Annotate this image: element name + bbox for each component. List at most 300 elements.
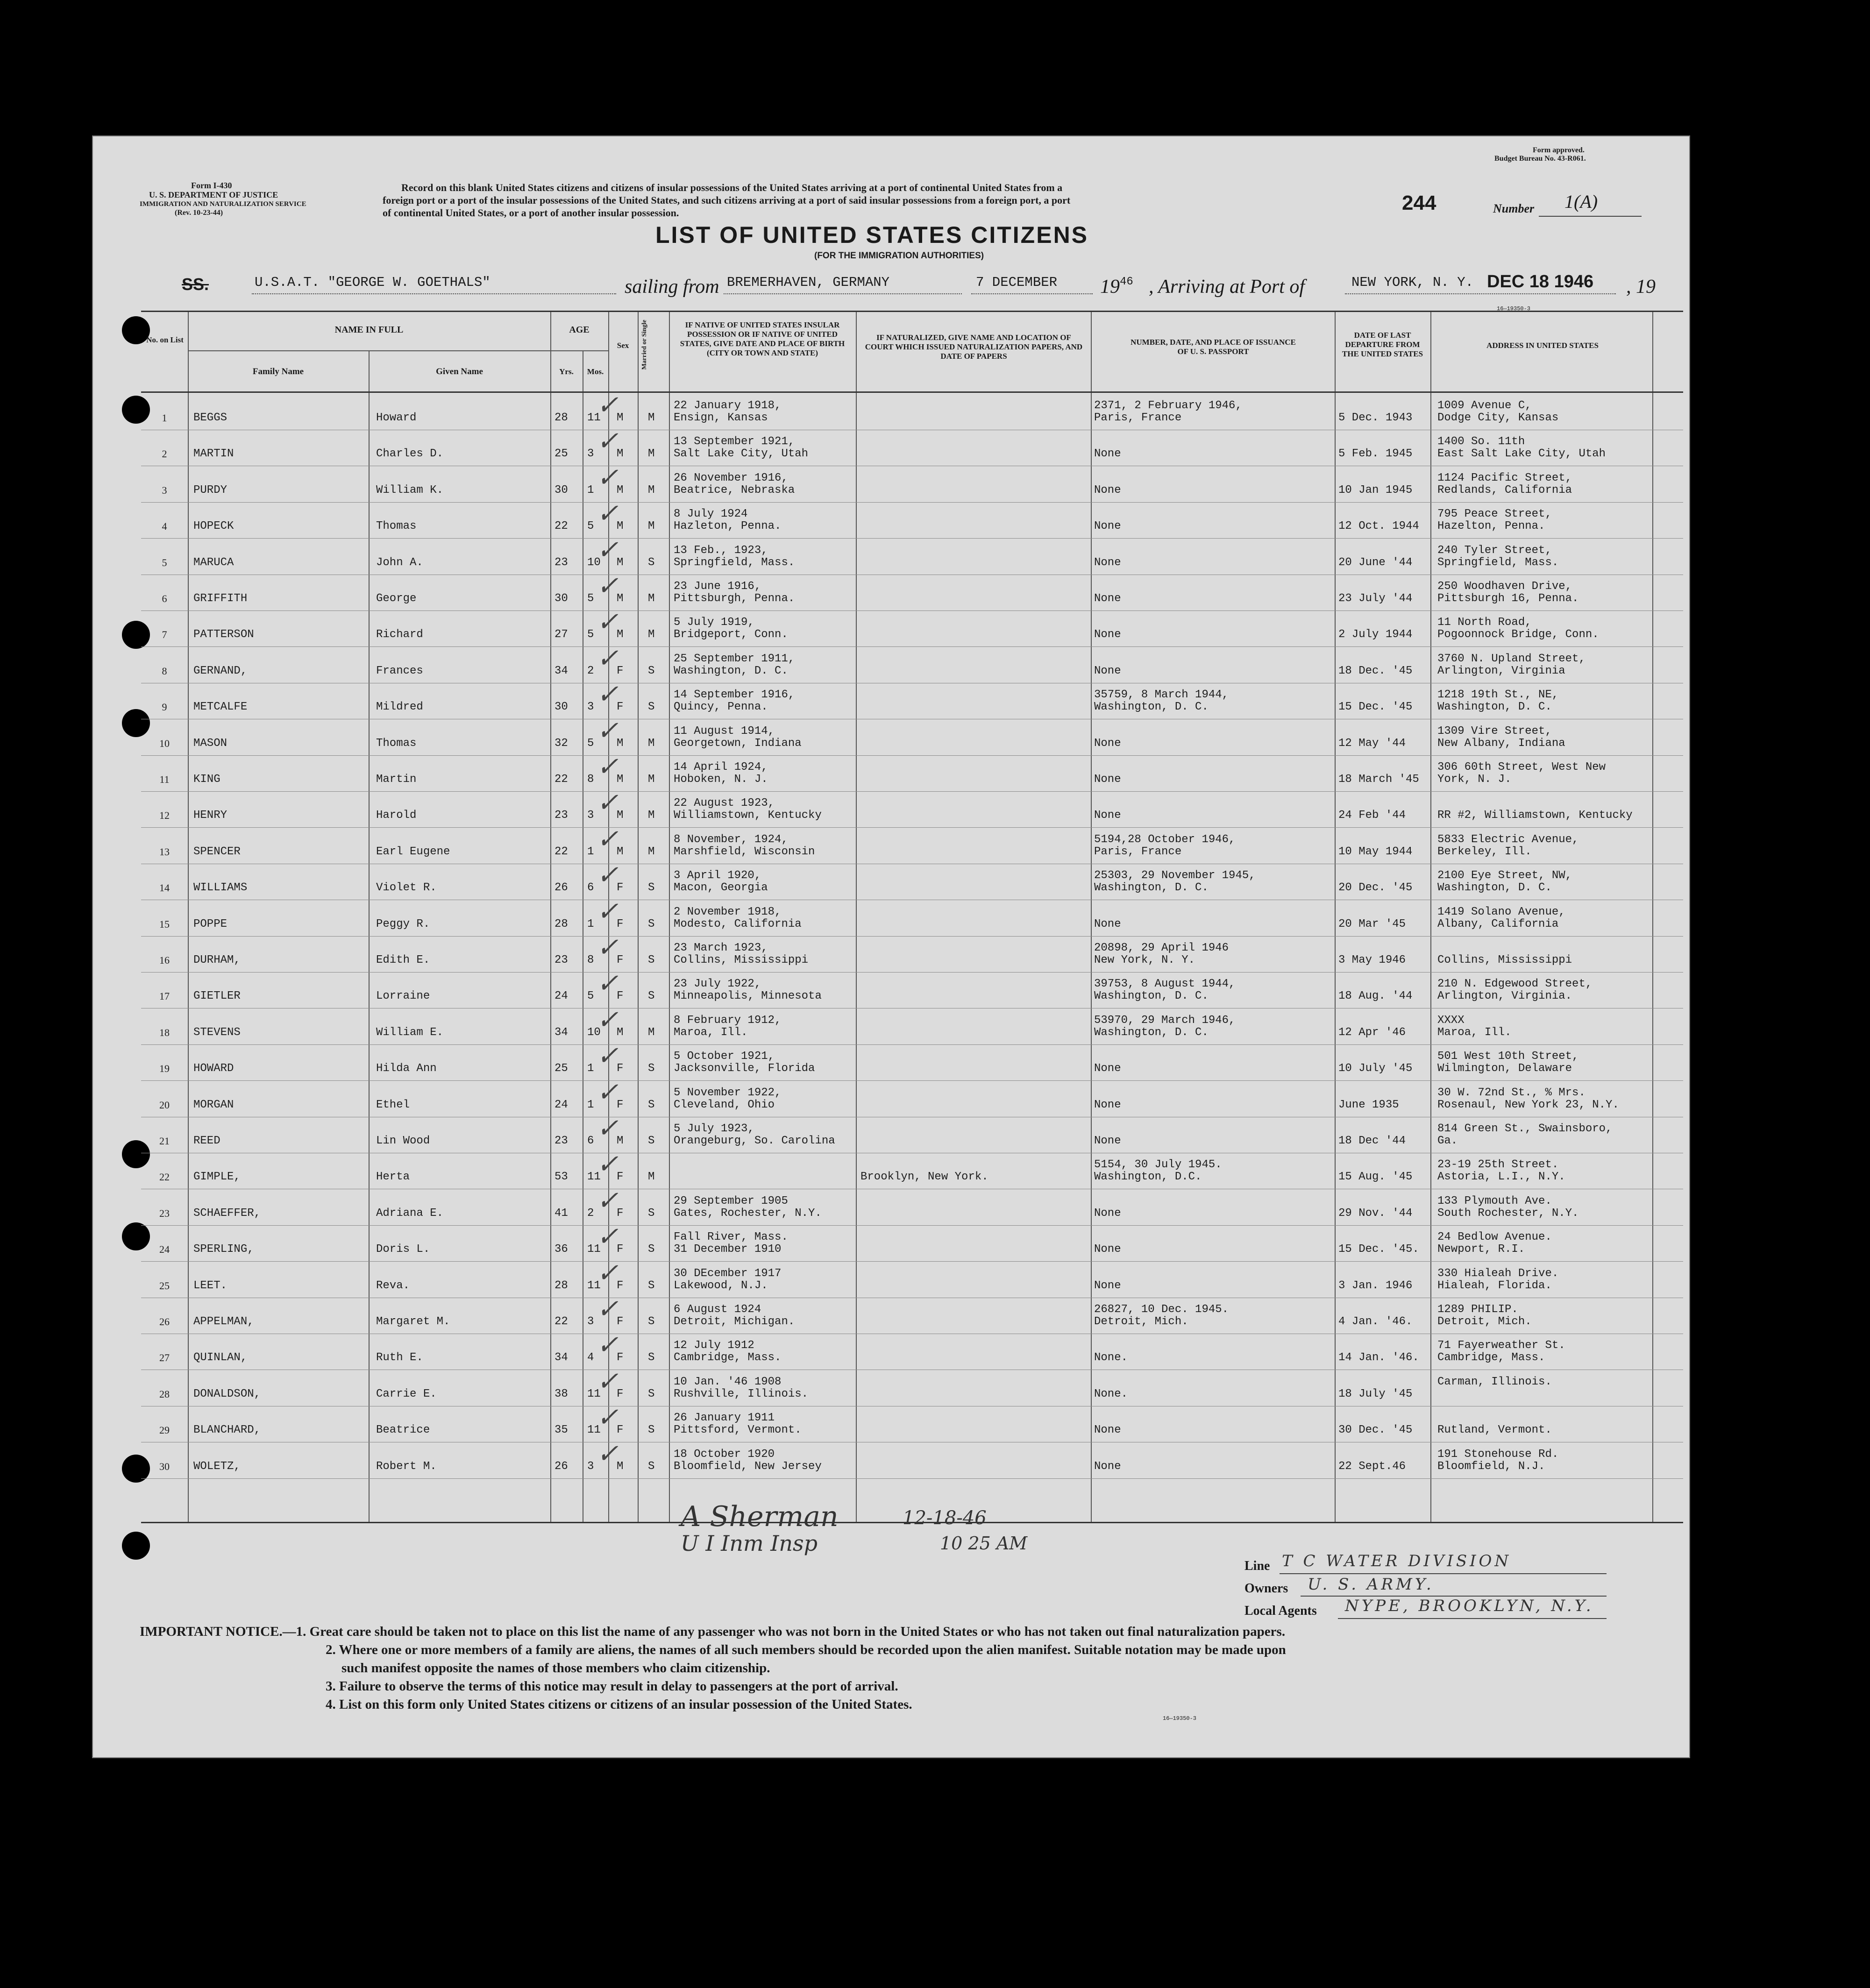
arrival-date-stamp: DEC 18 1946: [1487, 272, 1594, 291]
cell-family: MASON: [193, 737, 228, 750]
cell-birth-line2: Orangeburg, So. Carolina: [674, 1135, 835, 1147]
cell-departure: 18 Dec '44: [1338, 1135, 1406, 1147]
check-mark-icon: ✓: [597, 1077, 619, 1108]
cell-address-line1: 30 W. 72nd St., % Mrs.: [1437, 1086, 1586, 1099]
cell-given: Ethel: [376, 1098, 410, 1111]
cell-mos: 3: [587, 1315, 594, 1328]
header-bottom-rule: [141, 391, 1683, 393]
cell-family: STEVENS: [193, 1026, 241, 1039]
cell-departure: 20 Mar '45: [1338, 917, 1406, 930]
service: IMMIGRATION AND NATURALIZATION SERVICE: [140, 200, 306, 208]
cell-address-line1: 1400 So. 11th: [1437, 435, 1525, 448]
cell-passport-line2: Paris, France: [1094, 412, 1182, 424]
cell-address-line1: 133 Plymouth Ave.: [1437, 1194, 1552, 1207]
inspector-signature: A Sherman: [681, 1500, 839, 1533]
cell-no: 26: [159, 1316, 170, 1328]
cell-departure: 20 June '44: [1338, 556, 1413, 569]
cell-yrs: 22: [555, 520, 568, 533]
cell-sex: F: [617, 1243, 624, 1256]
cell-birth-line1: 11 August 1914,: [674, 724, 775, 738]
line-value: T C WATER DIVISION: [1282, 1552, 1512, 1570]
cell-given: George: [376, 592, 417, 605]
cell-mos: 3: [587, 701, 594, 714]
cell-departure: 22 Sept.46: [1338, 1460, 1406, 1473]
cell-yrs: 28: [555, 1279, 568, 1292]
table-row: [141, 390, 1683, 430]
cell-mos: 11: [587, 1243, 601, 1256]
cell-passport-line1: 5194,28 October 1946,: [1094, 833, 1236, 846]
table-row: [141, 534, 1683, 575]
cell-passport-line1: 2371, 2 February 1946,: [1094, 399, 1242, 412]
cell-passport-line2: None: [1094, 1279, 1121, 1292]
check-mark-icon: ✓: [597, 824, 619, 854]
cell-sex: F: [617, 1279, 624, 1292]
cell-birth-line1: Fall River, Mass.: [674, 1231, 788, 1244]
cell-birth-line1: 8 February 1912,: [674, 1014, 782, 1027]
notice-item-1: IMPORTANT NOTICE.—1. Great care should be taken not to place on this list the name of any passenger who was not born in the United States or who has not taken out final naturalization papers.: [140, 1624, 1286, 1639]
check-mark-icon: ✓: [597, 1257, 619, 1288]
cell-birth-line2: Springfield, Mass.: [674, 556, 795, 569]
cell-departure: 18 Aug. '44: [1338, 990, 1413, 1003]
sailing-from-label: sailing from: [625, 276, 719, 298]
cell-ms: S: [648, 1062, 655, 1075]
stamp-number: 244: [1402, 192, 1436, 214]
cell-ms: M: [648, 845, 655, 858]
intro-text: Record on this blank United States citizens and citizens of insular possessions of the United States arriving at a port of continental United States from a: [401, 182, 1063, 193]
cell-sex: M: [617, 1026, 624, 1039]
cell-address-line2: Washington, D. C.: [1437, 701, 1552, 714]
check-mark-icon: ✓: [597, 1402, 619, 1433]
check-mark-icon: ✓: [597, 1149, 619, 1180]
cell-departure: 15 Dec. '45.: [1338, 1243, 1419, 1256]
cell-birth-line1: 8 November, 1924,: [674, 833, 788, 846]
cell-passport-line2: None: [1094, 520, 1121, 533]
manifest-sheet: [92, 135, 1690, 1758]
cell-given: Reva.: [376, 1279, 410, 1292]
cell-passport-line2: New York, N. Y.: [1094, 954, 1195, 966]
cell-no: 14: [159, 882, 170, 894]
cell-mos: 11: [587, 1424, 601, 1437]
check-mark-icon: ✓: [597, 860, 619, 891]
cell-birth-line2: Lakewood, N.J.: [674, 1279, 768, 1292]
sailing-from-port: BREMERHAVEN, GERMANY: [727, 275, 890, 290]
cell-passport-line2: None: [1094, 664, 1121, 677]
cell-sex: F: [617, 917, 624, 930]
agents-label: Local Agents: [1244, 1604, 1317, 1618]
cell-passport-line2: None.: [1094, 1351, 1128, 1364]
cell-given: Herta: [376, 1171, 410, 1184]
cell-address-line2: Pogoonnock Bridge, Conn.: [1437, 628, 1599, 641]
intro-text: foreign port or a port of the insular possessions of the United States, and such citizens arriving at a port of said insular possessions from a foreign port, a port: [383, 194, 1071, 206]
cell-departure: 30 Dec. '45: [1338, 1424, 1413, 1437]
cell-given: Edith E.: [376, 954, 430, 966]
cell-mos: 11: [587, 1279, 601, 1292]
cell-ms: S: [648, 1315, 655, 1328]
cell-given: Beatrice: [376, 1424, 430, 1437]
cell-passport-line2: None: [1094, 1243, 1121, 1256]
cell-address-line1: 501 West 10th Street,: [1437, 1050, 1579, 1063]
notice-item-4: 4. List on this form only United States citizens or citizens of an insular possession of the United States.: [326, 1697, 912, 1712]
cell-family: SPENCER: [193, 845, 241, 858]
cell-address-line2: Washington, D. C.: [1437, 881, 1552, 895]
notice-item-2b: such manifest opposite the names of those members who claim citizenship.: [341, 1661, 770, 1676]
cell-address-line1: 191 Stonehouse Rd.: [1437, 1448, 1559, 1461]
table-row: [141, 1185, 1683, 1226]
passenger-table: [141, 311, 1683, 1523]
cell-no: 7: [162, 629, 167, 641]
cell-ms: S: [648, 1351, 655, 1364]
table-row: [141, 1438, 1683, 1479]
table-row: [141, 1221, 1683, 1262]
cell-yrs: 30: [555, 483, 568, 497]
cell-birth-line2: Pittsford, Vermont.: [674, 1424, 802, 1437]
cell-mos: 3: [587, 447, 594, 461]
cell-passport-line2: None.: [1094, 1387, 1128, 1400]
cell-birth-line2: Ensign, Kansas: [674, 412, 768, 424]
cell-address-line1: Carman, Illinois.: [1437, 1375, 1552, 1388]
table-row: [141, 896, 1683, 937]
number-label: Number: [1493, 202, 1535, 215]
cell-birth-line1: 26 January 1911: [674, 1412, 775, 1425]
cell-yrs: 24: [555, 1098, 568, 1111]
cell-sex: F: [617, 1387, 624, 1400]
cell-mos: 2: [587, 664, 594, 677]
cell-yrs: 24: [555, 990, 568, 1003]
cell-yrs: 34: [555, 1026, 568, 1039]
check-mark-icon: ✓: [597, 968, 619, 999]
cell-birth-line2: Maroa, Ill.: [674, 1026, 748, 1039]
cell-no: 11: [159, 774, 170, 785]
cell-address-line2: Redlands, California: [1437, 483, 1572, 497]
cell-passport-line2: None: [1094, 1207, 1121, 1220]
cell-no: 2: [162, 448, 167, 460]
year-suffix: 46: [1120, 276, 1133, 288]
cell-address-line2: Newport, R.I.: [1437, 1243, 1525, 1256]
table-row: [141, 1294, 1683, 1334]
cell-departure: June 1935: [1338, 1098, 1399, 1111]
cell-departure: 18 July '45: [1338, 1387, 1413, 1400]
table-row: [141, 932, 1683, 973]
cell-address-line1: 1289 PHILIP.: [1437, 1303, 1518, 1316]
cell-ms: S: [648, 1279, 655, 1292]
cell-birth-line1: 23 March 1923,: [674, 942, 768, 954]
cell-departure: 20 Dec. '45: [1338, 881, 1413, 895]
cell-birth-line2: 31 December 1910: [674, 1243, 782, 1256]
check-mark-icon: ✓: [597, 1004, 619, 1035]
cell-yrs: 25: [555, 1062, 568, 1075]
cell-given: John A.: [376, 556, 423, 569]
cell-address-line1: 11 North Road,: [1437, 616, 1532, 629]
cell-passport-line1: 25303, 29 November 1945,: [1094, 869, 1256, 882]
col-head-family: Family Name: [252, 367, 304, 376]
cell-ms: S: [648, 556, 655, 569]
cell-given: Doris L.: [376, 1243, 430, 1256]
cell-given: William E.: [376, 1026, 444, 1039]
cell-no: 18: [159, 1026, 170, 1038]
col-head-no: No. on List: [146, 335, 184, 344]
cell-passport-line2: None: [1094, 592, 1121, 605]
cell-yrs: 34: [555, 1351, 568, 1364]
check-mark-icon: ✓: [597, 498, 619, 529]
check-mark-icon: ✓: [597, 1438, 619, 1469]
page-subtitle: (FOR THE IMMIGRATION AUTHORITIES): [814, 251, 984, 261]
cell-birth-line2: Pittsburgh, Penna.: [674, 592, 795, 605]
cell-no: 24: [159, 1243, 170, 1256]
cell-address-line1: 3760 N. Upland Street,: [1437, 652, 1586, 665]
number-value: 1(A): [1564, 191, 1598, 212]
cell-birth-line1: 14 September 1916,: [674, 689, 795, 702]
cell-family: PURDY: [193, 483, 228, 497]
cell-passport-line1: 39753, 8 August 1944,: [1094, 978, 1236, 991]
cell-sex: F: [617, 881, 624, 895]
cell-sex: M: [617, 809, 624, 822]
cell-ms: M: [648, 520, 655, 533]
table-row: [141, 607, 1683, 647]
cell-no: 12: [159, 809, 170, 822]
col-head-birth: IF NATIVE OF UNITED STATES INSULAR POSSESSION OR IF NATIVE OF UNITED STATES, GIVE DATE AND PLACE OF BIRTH (CITY OR TOWN AND STATE): [680, 320, 845, 357]
cell-family: METCALFE: [193, 701, 248, 714]
print-code: 16—19350-3: [1497, 305, 1531, 312]
check-mark-icon: ✓: [597, 715, 619, 746]
cell-given: Frances: [376, 664, 423, 677]
cell-mos: 10: [587, 1026, 601, 1039]
subheader-rule: [188, 350, 608, 351]
cell-given: Robert M.: [376, 1460, 437, 1473]
cell-no: 1: [162, 412, 167, 424]
cell-address-line1: 2100 Eye Street, NW,: [1437, 869, 1572, 882]
cell-birth-line1: 8 July 1924: [674, 508, 748, 521]
cell-no: 30: [159, 1460, 170, 1472]
cell-ms: M: [648, 737, 655, 750]
cell-address-line2: New Albany, Indiana: [1437, 737, 1565, 750]
cell-mos: 1: [587, 1062, 594, 1075]
cell-ms: S: [648, 701, 655, 714]
cell-birth-line1: 5 November 1922,: [674, 1086, 782, 1099]
cell-sex: F: [617, 990, 624, 1003]
cell-birth-line1: 23 July 1922,: [674, 978, 761, 991]
cell-departure: 3 Jan. 1946: [1338, 1279, 1413, 1292]
check-mark-icon: ✓: [597, 462, 619, 493]
check-mark-icon: ✓: [597, 643, 619, 674]
cell-mos: 8: [587, 954, 594, 966]
cell-family: SCHAEFFER,: [193, 1207, 261, 1220]
cell-ms: S: [648, 664, 655, 677]
punch-hole: [122, 1532, 150, 1560]
cell-family: WILLIAMS: [193, 881, 248, 895]
cell-yrs: 22: [555, 1315, 568, 1328]
cell-departure: 10 May 1944: [1338, 845, 1413, 858]
cell-given: Ruth E.: [376, 1351, 423, 1364]
cell-birth-line1: 5 July 1923,: [674, 1122, 754, 1135]
cell-passport-line2: None: [1094, 917, 1121, 930]
col-head-departure: DATE OF LAST DEPARTURE FROM THE UNITED STATES: [1342, 331, 1423, 358]
cell-birth-line2: Minneapolis, Minnesota: [674, 990, 822, 1003]
cell-birth-line2: Rushville, Illinois.: [674, 1387, 809, 1400]
cell-yrs: 26: [555, 1460, 568, 1473]
table-row: [141, 1113, 1683, 1153]
sail-year: [1100, 276, 1133, 298]
cell-sex: F: [617, 1171, 624, 1184]
cell-family: BEGGS: [193, 412, 228, 424]
cell-yrs: 35: [555, 1424, 568, 1437]
inspection-time: 10 25 AM: [940, 1533, 1028, 1554]
cell-family: WOLETZ,: [193, 1460, 241, 1473]
cell-ms: M: [648, 483, 655, 497]
cell-given: Peggy R.: [376, 917, 430, 930]
table-row: [141, 1330, 1683, 1370]
cell-no: 25: [159, 1279, 170, 1292]
cell-ms: M: [648, 412, 655, 424]
cell-birth-line2: Cleveland, Ohio: [674, 1098, 775, 1111]
cell-no: 15: [159, 918, 170, 930]
cell-address-line2: Berkeley, Ill.: [1437, 845, 1532, 858]
cell-sex: M: [617, 592, 624, 605]
cell-passport-line2: Detroit, Mich.: [1094, 1315, 1188, 1328]
cell-address-line1: 23-19 25th Street.: [1437, 1158, 1559, 1172]
table-row: [141, 571, 1683, 611]
sail-date: 7 DECEMBER: [976, 275, 1058, 290]
line-label: Line: [1244, 1559, 1270, 1573]
cell-given: Mildred: [376, 701, 423, 714]
cell-birth-line1: 5 July 1919,: [674, 616, 754, 629]
cell-address-line2: South Rochester, N.Y.: [1437, 1207, 1579, 1220]
agents-underline: [1338, 1618, 1607, 1619]
cell-mos: 3: [587, 809, 594, 822]
cell-family: REED: [193, 1135, 220, 1147]
cell-address-line1: XXXX: [1437, 1014, 1465, 1027]
check-mark-icon: ✓: [597, 426, 619, 457]
vessel-underline: [252, 293, 616, 294]
cell-address-line1: 1309 Vire Street,: [1437, 724, 1552, 738]
cell-address-line1: 330 Hialeah Drive.: [1437, 1267, 1559, 1280]
cell-no: 23: [159, 1207, 170, 1219]
cell-mos: 6: [587, 881, 594, 895]
cell-passport-line2: None: [1094, 1135, 1121, 1147]
cell-birth-line1: 3 April 1920,: [674, 869, 761, 882]
cell-birth-line2: Macon, Georgia: [674, 881, 768, 895]
cell-family: MARTIN: [193, 447, 234, 461]
table-row: [141, 1402, 1683, 1442]
cell-departure: 5 Feb. 1945: [1338, 447, 1413, 461]
cell-birth-line1: 26 November 1916,: [674, 471, 788, 484]
check-mark-icon: ✓: [597, 1294, 619, 1324]
arrival-port: NEW YORK, N. Y.: [1351, 275, 1474, 290]
vessel-name: U.S.A.T. "GEORGE W. GOETHALS": [255, 275, 491, 290]
cell-address-line2: York, N. J.: [1437, 773, 1512, 786]
cell-passport-line2: None: [1094, 556, 1121, 569]
check-mark-icon: ✓: [597, 534, 619, 565]
cell-birth-line1: 13 September 1921,: [674, 435, 795, 448]
table-row: [141, 1041, 1683, 1081]
cell-birth-line1: 6 August 1924: [674, 1303, 761, 1316]
cell-no: 3: [162, 484, 167, 496]
cell-yrs: 22: [555, 773, 568, 786]
cell-no: 28: [159, 1388, 170, 1400]
cell-passport-line1: 5154, 30 July 1945.: [1094, 1158, 1222, 1172]
notice-item-2: 2. Where one or more members of a family are aliens, the names of all such members should be recorded upon the alien manifest. Suitable notation may be made upon: [326, 1642, 1286, 1657]
cell-passport-line2: None: [1094, 483, 1121, 497]
approval-line: Form approved.: [1533, 146, 1585, 154]
arriving-label: , Arriving at Port of: [1149, 276, 1305, 298]
cell-sex: M: [617, 1460, 624, 1473]
cell-mos: 1: [587, 483, 594, 497]
cell-departure: 5 Dec. 1943: [1338, 412, 1413, 424]
cell-no: 21: [159, 1135, 170, 1147]
cell-family: HENRY: [193, 809, 228, 822]
cell-departure: 3 May 1946: [1338, 954, 1406, 966]
col-head-passport: NUMBER, DATE, AND PLACE OF ISSUANCE OF U. S. PASSPORT: [1131, 338, 1296, 356]
cell-address-line2: Cambridge, Mass.: [1437, 1351, 1545, 1364]
cell-ms: M: [648, 1026, 655, 1039]
notice-item-3: 3. Failure to observe the terms of this notice may result in delay to passengers at the port of arrival.: [326, 1679, 898, 1694]
cell-family: GIETLER: [193, 990, 241, 1003]
cell-passport-line2: None: [1094, 1424, 1121, 1437]
table-row: [141, 752, 1683, 792]
cell-address-line2: Rosenaul, New York 23, N.Y.: [1437, 1098, 1619, 1111]
cell-address-line1: 795 Peace Street,: [1437, 508, 1552, 521]
vessel-struck: SS.: [182, 275, 209, 294]
cell-mos: 5: [587, 628, 594, 641]
cell-birth-line1: 25 September 1911,: [674, 652, 795, 665]
cell-sex: M: [617, 773, 624, 786]
cell-no: 6: [162, 593, 167, 604]
cell-mos: 11: [587, 1387, 601, 1400]
cell-address-line2: Arlington, Virginia: [1437, 664, 1565, 677]
col-head-address: ADDRESS IN UNITED STATES: [1486, 341, 1599, 350]
cell-yrs: 30: [555, 701, 568, 714]
cell-yrs: 28: [555, 917, 568, 930]
cell-ms: S: [648, 990, 655, 1003]
cell-given: William K.: [376, 483, 444, 497]
col-head-name: NAME IN FULL: [334, 325, 404, 335]
check-mark-icon: ✓: [597, 1330, 619, 1361]
cell-address-line1: 210 N. Edgewood Street,: [1437, 978, 1593, 991]
table-row: [141, 426, 1683, 466]
cell-departure: 4 Jan. '46.: [1338, 1315, 1413, 1328]
cell-ms: S: [648, 954, 655, 966]
cell-sex: M: [617, 1135, 624, 1147]
cell-family: HOPECK: [193, 520, 234, 533]
cell-ms: M: [648, 592, 655, 605]
cell-ms: S: [648, 1387, 655, 1400]
cell-birth-line1: 18 October 1920: [674, 1448, 775, 1461]
cell-ms: S: [648, 881, 655, 895]
cell-given: Thomas: [376, 737, 417, 750]
table-row: [141, 968, 1683, 1008]
cell-given: Martin: [376, 773, 417, 786]
cell-sex: F: [617, 664, 624, 677]
intro-text: of continental United States, or a port of another insular possession.: [383, 207, 679, 219]
cell-mos: 2: [587, 1207, 594, 1220]
cell-address-line2: East Salt Lake City, Utah: [1437, 447, 1606, 461]
cell-yrs: 53: [555, 1171, 568, 1184]
table-row: [141, 788, 1683, 828]
year-prefix: 19: [1100, 276, 1120, 298]
cell-family: POPPE: [193, 917, 228, 930]
cell-sex: F: [617, 1062, 624, 1075]
table-row: [141, 643, 1683, 683]
cell-yrs: 23: [555, 1135, 568, 1147]
check-mark-icon: ✓: [597, 1113, 619, 1143]
cell-passport-line2: Paris, France: [1094, 845, 1182, 858]
cell-birth-line2: Salt Lake City, Utah: [674, 447, 809, 461]
cell-departure: 12 Apr '46: [1338, 1026, 1406, 1039]
cell-departure: 18 March '45: [1338, 773, 1419, 786]
cell-yrs: 36: [555, 1243, 568, 1256]
inspection-date: 12-18-46: [903, 1507, 987, 1529]
cell-ms: S: [648, 1243, 655, 1256]
check-mark-icon: ✓: [597, 788, 619, 818]
